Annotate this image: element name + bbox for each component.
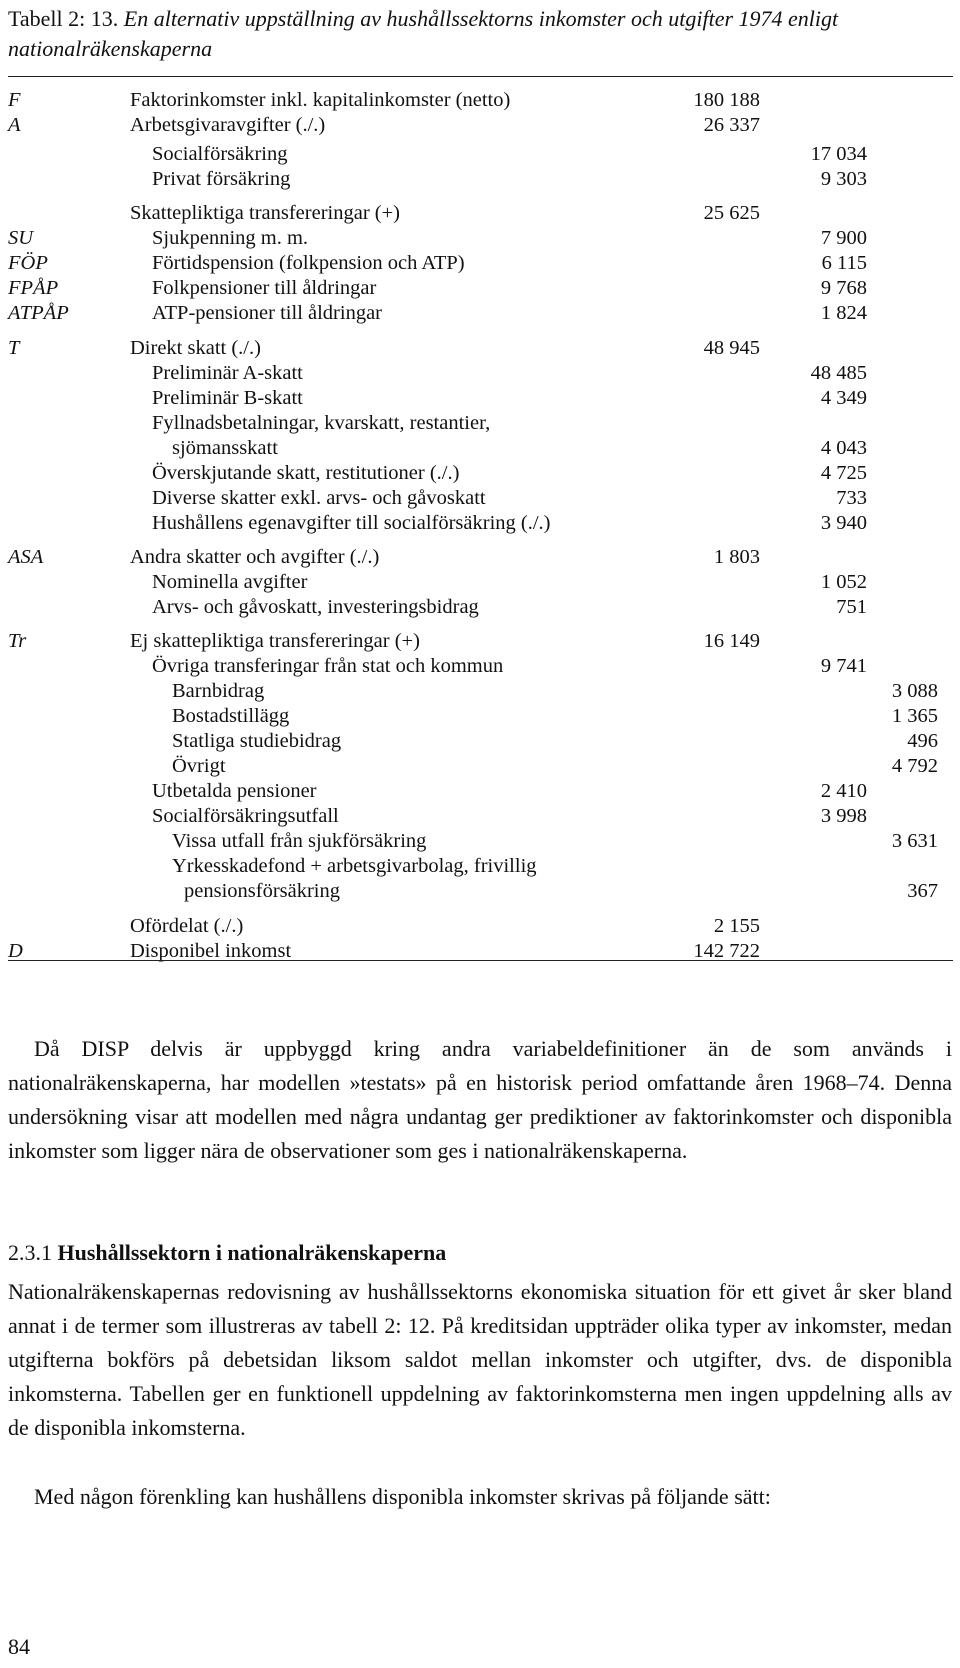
row-label: Direkt skatt (./.) — [130, 337, 261, 359]
row-label: Socialförsäkringsutfall — [152, 805, 339, 827]
row-label: Överskjutande skatt, restitutioner (./.) — [152, 462, 460, 484]
row-value-c2: 17 034 — [810, 143, 867, 165]
row-value-c2: 9 768 — [820, 277, 867, 299]
row-label: Ofördelat (./.) — [130, 915, 244, 937]
row-value-c2: 4 349 — [820, 387, 867, 409]
row-label: Andra skatter och avgifter (./.) — [130, 546, 380, 568]
table-row — [0, 829, 960, 853]
row-label: Övrigt — [172, 755, 226, 777]
row-value-c2: 751 — [836, 596, 867, 618]
row-label: Arbetsgivaravgifter (./.) — [130, 114, 326, 136]
table-row — [0, 336, 960, 360]
row-label: Privat försäkring — [152, 168, 291, 190]
table-row — [0, 854, 960, 878]
table-caption-title: En alternativ uppställning av hushållssektorns inkomster och utgifter 1974 enligt nationalräkenskaperna — [8, 6, 839, 61]
table-row — [0, 88, 960, 112]
row-value-c3: 367 — [907, 880, 938, 902]
paragraph-disposable-income: Med någon förenkling kan hushållens disponibla inkomster skrivas på följande sätt: — [34, 1484, 771, 1509]
row-code: A — [8, 114, 21, 136]
table-row — [0, 461, 960, 485]
row-value-c3: 3 088 — [891, 680, 938, 702]
table-row — [0, 914, 960, 938]
row-code: FPÅP — [8, 277, 59, 299]
row-label: Faktorinkomster inkl. kapitalinkomster (netto) — [130, 89, 511, 111]
row-label: Utbetalda pensioner — [152, 780, 317, 802]
table-row — [0, 511, 960, 535]
paragraph-disp-test: Då DISP delvis är uppbyggd kring andra variabeldefinitioner än de som används i nationalräkenskaperna, har modellen »testats» på en historisk period omfattande åren 1968–74. Denna undersökning visar att modellen med några undantag ger prediktioner av faktorinkomster och disponibla inkomster som ligger nära de observationer som ges i nationalräkenskaperna. — [8, 1036, 952, 1163]
row-value-c1: 25 625 — [703, 202, 760, 224]
row-value-c2: 6 115 — [821, 252, 867, 274]
row-label: Övriga transferingar från stat och kommun — [152, 655, 504, 677]
table-row — [0, 276, 960, 300]
row-value-c3: 496 — [907, 730, 938, 752]
row-code: ATPÅP — [8, 302, 69, 324]
row-label: Ej skattepliktiga transfereringar (+) — [130, 630, 420, 652]
table-row — [0, 142, 960, 166]
row-label: Diverse skatter exkl. arvs- och gåvoskatt — [152, 487, 486, 509]
row-value-c1: 48 945 — [703, 337, 760, 359]
row-label: Socialförsäkring — [152, 143, 288, 165]
row-value-c2: 9 741 — [820, 655, 867, 677]
table-row — [0, 804, 960, 828]
table-row — [0, 679, 960, 703]
table-row — [0, 704, 960, 728]
row-value-c2: 9 303 — [820, 168, 867, 190]
table-caption — [8, 4, 953, 64]
row-value-c3: 1 365 — [891, 705, 938, 727]
row-value-c1: 180 188 — [693, 89, 760, 111]
table-row — [0, 486, 960, 510]
table-row — [0, 436, 960, 460]
row-value-c2: 2 410 — [820, 780, 867, 802]
row-label: Disponibel inkomst — [130, 940, 292, 962]
row-value-c2: 7 900 — [820, 227, 867, 249]
row-label: Skattepliktiga transfereringar (+) — [130, 202, 400, 224]
table-row — [0, 113, 960, 137]
row-label: Hushållens egenavgifter till socialförsäkring (./.) — [152, 512, 551, 534]
row-value-c1: 26 337 — [703, 114, 760, 136]
row-value-c2: 4 043 — [820, 437, 867, 459]
table-row — [0, 251, 960, 275]
row-label: Förtidspension (folkpension och ATP) — [152, 252, 465, 274]
row-code: T — [8, 337, 20, 359]
row-value-c1: 142 722 — [693, 940, 760, 962]
paragraph-national-accounts: Nationalräkenskapernas redovisning av hushållssektorns ekonomiska situation för ett givet år sker bland annat i de termer som illustreras av tabell 2: 12. På kreditsidan uppträder olika typer av inkomster, medan utgifterna bokförs på debetsidan liksom saldot mellan inkomster och utgifter, dvs. de disponibla inkomsterna. Tabellen ger en funktionell uppdelning av faktorinkomsterna men ingen uppdelning alls av de disponibla inkomsterna. — [8, 1279, 952, 1440]
table-top-rule — [8, 76, 953, 77]
row-label: Arvs- och gåvoskatt, investeringsbidrag — [152, 596, 479, 618]
row-label: Yrkesskadefond + arbetsgivarbolag, frivillig — [172, 855, 537, 877]
table-row — [0, 729, 960, 753]
row-value-c2: 1 052 — [820, 571, 867, 593]
row-code: ASA — [8, 546, 44, 568]
row-label: Vissa utfall från sjukförsäkring — [172, 830, 427, 852]
row-value-c1: 16 149 — [703, 630, 760, 652]
table-row — [0, 754, 960, 778]
row-label: Folkpensioner till åldringar — [152, 277, 377, 299]
row-value-c3: 3 631 — [891, 830, 938, 852]
row-value-c2: 733 — [836, 487, 867, 509]
row-code: FÖP — [8, 252, 48, 274]
row-value-c2: 4 725 — [820, 462, 867, 484]
table-row — [0, 386, 960, 410]
row-label: Preliminär B-skatt — [152, 387, 303, 409]
table-row — [0, 629, 960, 653]
table-row — [0, 779, 960, 803]
table-row — [0, 167, 960, 191]
section-number: 2.3.1 — [8, 1240, 52, 1265]
row-value-c1: 2 155 — [713, 915, 760, 937]
row-value-c2: 3 998 — [820, 805, 867, 827]
row-label: Statliga studiebidrag — [172, 730, 342, 752]
table-row — [0, 226, 960, 250]
row-label: Preliminär A-skatt — [152, 362, 303, 384]
table-row — [0, 595, 960, 619]
row-value-c2: 48 485 — [810, 362, 867, 384]
page-number: 84 — [8, 1634, 30, 1659]
table-bottom-rule — [8, 960, 953, 961]
row-label: ATP-pensioner till åldringar — [152, 302, 383, 324]
row-code: F — [8, 89, 21, 111]
row-code: SU — [8, 227, 34, 249]
table-row — [0, 879, 960, 903]
row-code: D — [8, 940, 23, 962]
table-row — [0, 411, 960, 435]
row-label: pensionsförsäkring — [184, 880, 341, 902]
row-value-c3: 4 792 — [891, 755, 938, 777]
row-label: Bostadstillägg — [172, 705, 290, 727]
section-heading — [8, 1238, 446, 1268]
row-label: Barnbidrag — [172, 680, 265, 702]
section-title: Hushållssektorn i nationalräkenskaperna — [57, 1240, 447, 1265]
row-label: Fyllnadsbetalningar, kvarskatt, restantier, — [152, 412, 491, 434]
row-label: Nominella avgifter — [152, 571, 308, 593]
table-row — [0, 301, 960, 325]
table-row — [0, 361, 960, 385]
row-value-c1: 1 803 — [713, 546, 760, 568]
row-value-c2: 1 824 — [820, 302, 867, 324]
table-row — [0, 570, 960, 594]
row-label: Sjukpenning m. m. — [152, 227, 309, 249]
row-label: sjömansskatt — [172, 437, 278, 459]
table-row — [0, 545, 960, 569]
row-value-c2: 3 940 — [820, 512, 867, 534]
row-code: Tr — [8, 630, 27, 652]
table-row — [0, 654, 960, 678]
table-caption-prefix: Tabell 2: 13. — [8, 6, 119, 31]
table-row — [0, 201, 960, 225]
